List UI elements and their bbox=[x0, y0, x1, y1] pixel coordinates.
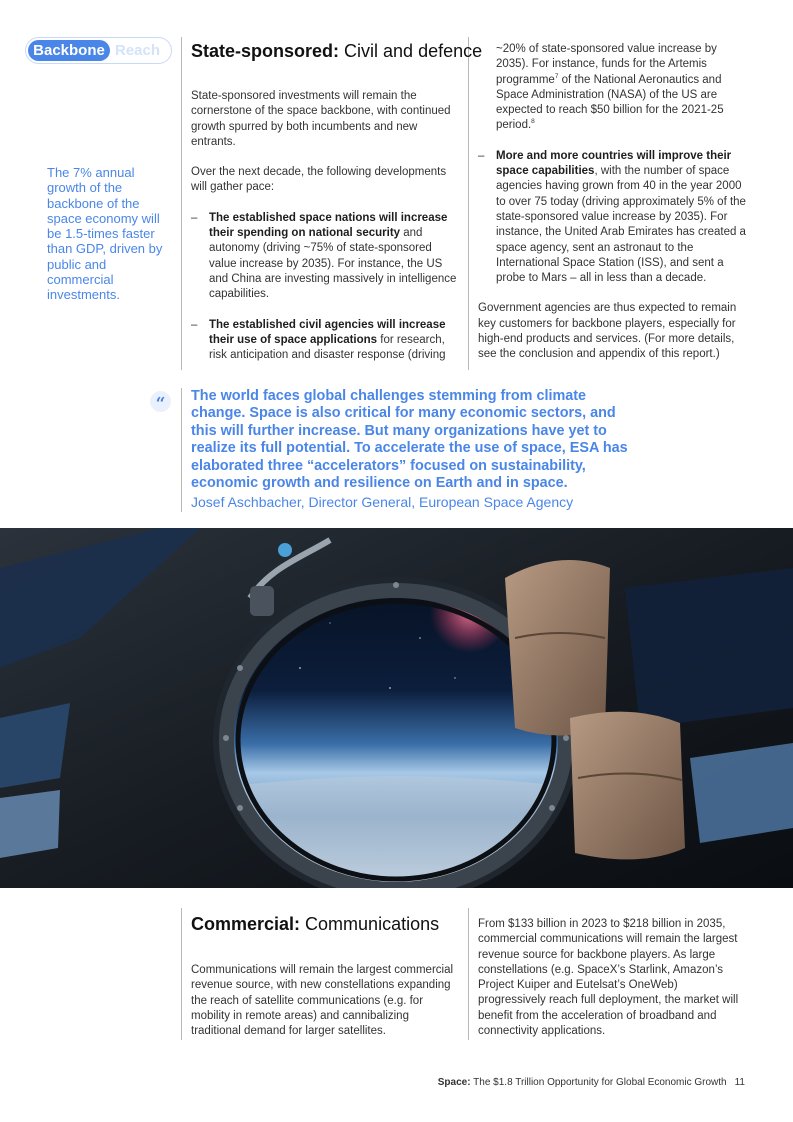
pull-quote: The world faces global challenges stemming from climate change. Space is also critical for many economic sectors, and this will further increase. But many organizations have yet to realize its full potential. To accelerate the use of space, ESA has elaborated three “accelerators” focused on sustainability, economic growth and resilience on Earth and in space. bbox=[191, 388, 628, 492]
commercial-left-text: Communications will remain the largest commercial revenue source, with new constellations expanding the reach of satellite communications (e.g. for mobility in remote areas) and cannibalizing traditional demand for larger satellites. bbox=[191, 964, 454, 1038]
footnote-ref-7[interactable]: 7 bbox=[554, 72, 559, 80]
column-divider bbox=[468, 37, 469, 370]
bullet-dash: – bbox=[478, 149, 485, 162]
section-title-state-sponsored bbox=[191, 40, 482, 62]
page-footer bbox=[438, 1076, 745, 1090]
toggle-option-backbone[interactable]: Backbone bbox=[28, 40, 110, 61]
bullet-text: of the National Aeronautics and Space Administration (NASA) of the US are expected to reach $50 billion for the 2021-25 period. bbox=[496, 73, 724, 132]
footnote-ref-8[interactable]: 8 bbox=[531, 118, 535, 126]
bullet-text: ~20% of state-sponsored value increase by 2035). For instance, funds for the Artemis programme bbox=[496, 43, 717, 86]
column-divider bbox=[181, 37, 182, 370]
bullet-more-countries bbox=[478, 149, 748, 287]
state-column-right bbox=[478, 42, 748, 378]
bullet-bold: More and more countries will improve their space capabilities bbox=[496, 149, 732, 178]
commercial-right-text: From $133 billion in 2023 to $218 billion in 2035, commercial communications will remain the largest revenue source for backbone players. As large constellations (e.g. SpaceX’s Starlink, Amazon’s Project Kuiper and Eutelsat’s OneWeb) progressively reach full deployment, the market will benefit from the acceleration of broadband and connectivity applications. bbox=[478, 918, 739, 1038]
quote-divider bbox=[181, 388, 182, 512]
bullet-text: for research, risk anticipation and disaster response (driving bbox=[209, 333, 446, 362]
bullet-civil-agencies-continued bbox=[478, 42, 748, 134]
commercial-column-left bbox=[191, 963, 461, 1054]
column-divider bbox=[468, 908, 469, 1040]
column-divider bbox=[181, 908, 182, 1040]
state-intro: State-sponsored investments will remain the cornerstone of the space backbone, with continued growth spurred by both incumbents and new entrants. bbox=[191, 90, 451, 148]
quote-author: Josef Aschbacher, Director General, European Space Agency bbox=[191, 494, 574, 510]
bullet-dash: – bbox=[191, 211, 198, 224]
state-column-left bbox=[191, 89, 459, 378]
bullet-national-security bbox=[191, 211, 459, 303]
section-title-bold: Commercial: bbox=[191, 914, 301, 934]
bullet-text: , with the number of space agencies having grown from 40 in the year 2000 to over 75 today (driving approximately 5% of the state-sponsored value increase by 2035). For instance, the United Arab Emirates has created a space agency, sent an astronaut to the International Space Station (ISS), and sent a probe to Mars – all in less than a decade. bbox=[496, 165, 746, 285]
quote-icon: “ bbox=[150, 391, 171, 412]
footer-title: The $1.8 Trillion Opportunity for Global Economic Growth bbox=[470, 1077, 727, 1088]
backbone-reach-toggle[interactable] bbox=[25, 37, 172, 64]
space-station-window-photo bbox=[0, 528, 793, 888]
state-lead: Over the next decade, the following developments will gather pace: bbox=[191, 166, 447, 194]
bullet-civil-agencies bbox=[191, 318, 459, 364]
section-title-rest: Communications bbox=[300, 914, 440, 934]
section-title-bold: State-sponsored: bbox=[191, 41, 340, 61]
commercial-column-right bbox=[478, 917, 748, 1054]
section-title-commercial bbox=[191, 913, 439, 935]
bullet-text: and autonomy (driving ~75% of state-sponsored value increase by 2035). For instance, the US and China are investing massively in intelligence capabilities. bbox=[209, 227, 457, 301]
page-number: 11 bbox=[734, 1077, 745, 1088]
bullet-bold: The established civil agencies will increase their use of space applications bbox=[209, 318, 446, 346]
footer-bold: Space: bbox=[437, 1077, 471, 1088]
toggle-option-reach[interactable]: Reach bbox=[115, 42, 161, 59]
section-title-rest: Civil and defence bbox=[339, 41, 483, 61]
state-closing: Government agencies are thus expected to remain key customers for backbone players, especially for high-end products and services. (For more details, see the conclusion and appendix of this report.) bbox=[478, 302, 737, 361]
sidenote: The 7% annual growth of the backbone of the space economy will be 1.5-times faster than GDP, driven by public and commercial investments. bbox=[47, 165, 163, 303]
bullet-bold: The established space nations will increase their spending on national security bbox=[209, 211, 448, 240]
bullet-dash: – bbox=[191, 318, 198, 331]
